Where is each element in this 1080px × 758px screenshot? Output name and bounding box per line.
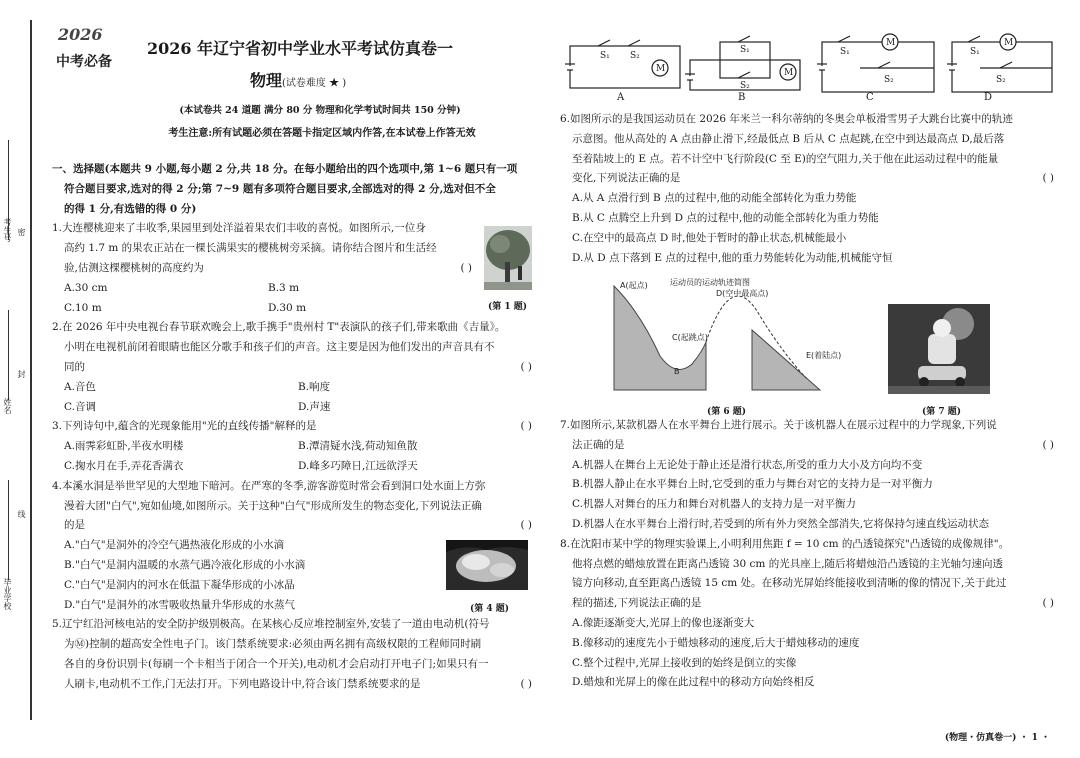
q8-text: 他将点燃的蜡烛放置在距离凸透镜 30 cm 的光具座上,随后将蜡烛沿凸透镜的主光轴匀速向透: [572, 557, 1004, 570]
q5-text: 各自的身份识别卡(每刷一个卡相当于闭合一个开关),电动机才会启动打开电子门;如果只有一: [64, 657, 489, 670]
svg-text:M: M: [1004, 38, 1014, 48]
q2-option-a[interactable]: A.音色: [64, 380, 96, 393]
seal-mark: 密: [17, 228, 26, 236]
q6-text: 示意图。他从高处的 A 点由静止滑下,经最低点 B 后从 C 点起跳,在空中到达最高点 D,最后落: [572, 132, 1005, 145]
q1-text: 1.大连樱桃迎来了丰收季,果园里到处洋溢着果农们丰收的喜悦。如图所示,一位身: [52, 222, 426, 235]
circuit-label-d: D: [984, 92, 993, 103]
circuit-a: [565, 40, 680, 88]
seal-mark: 线: [17, 510, 26, 518]
question-8: [560, 535, 1054, 693]
svg-text:S₂: S₂: [740, 81, 750, 91]
circuit-label-c: C: [866, 92, 874, 103]
q1-option-d[interactable]: D.30 m: [268, 301, 307, 314]
q6-option-c[interactable]: C.在空中的最高点 D 时,他处于暂时的静止状态,机械能最小: [572, 231, 847, 244]
cave-photo: [446, 540, 528, 590]
circuit-c: [817, 34, 934, 92]
q6-text: 至着陆坡上的 E 点。若不计空中飞行阶段(C 至 E)的空气阻力,关于他在此运动过程中的能量: [572, 152, 999, 165]
q2-text: 2.在 2026 年中央电视台春节联欢晚会上,歌手携手"贵州村 T"表演队的孩子们,带来歌曲《吉量》。: [52, 321, 506, 334]
q7-option-d[interactable]: D.机器人在水平舞台上滑行时,若受到的所有外力突然全部消失,它将保持匀速直线运动状态: [572, 517, 990, 530]
side-underline: [8, 480, 9, 580]
circuit-d: [947, 34, 1052, 92]
page-title: 2026 年辽宁省初中学业水平考试仿真卷一: [146, 39, 454, 58]
exam-info: (本试卷共 24 道题 满分 80 分 物理和化学考试时间共 150 分钟): [179, 105, 461, 116]
logo: [52, 22, 120, 74]
q3-text: 3.下列诗句中,蕴含的光现象能用"光的直线传播"解释的是 ( ): [52, 420, 532, 433]
point-d: D(空中最高点): [716, 289, 769, 298]
exam-notice: 考生注意:所有试题必须在答题卡指定区域内作答,在本试卷上作答无效: [168, 128, 476, 139]
svg-text:S₁: S₁: [840, 47, 850, 57]
logo-text: 中考必备: [56, 54, 112, 70]
question-6: [560, 110, 1054, 268]
circuit-label-b: B: [738, 92, 746, 103]
q3-option-c[interactable]: C.掬水月在手,弄花香满衣: [64, 459, 184, 472]
q3-option-b[interactable]: B.潭清疑水浅,荷动知鱼散: [298, 440, 418, 453]
point-c: C(起跳点): [672, 333, 708, 342]
q4-text: 的是 ( ): [64, 519, 532, 532]
exam-number-label: 考生号: [3, 218, 12, 242]
point-b: B: [674, 367, 680, 376]
q1-text: 验,估测这棵樱桃树的高度约为 ( ): [64, 261, 472, 274]
q5-text: 为Ⓜ)控制的超高安全性电子门。该门禁系统要求:必须由两名拥有高级权限的工程师同时刷: [64, 638, 482, 651]
q7-text: 7.如图所示,某款机器人在水平舞台上进行展示。关于该机器人在展示过程中的力学现象,下列说: [560, 419, 997, 431]
q6-option-b[interactable]: B.从 C 点腾空上升到 D 点的过程中,他的动能全部转化为重力势能: [572, 211, 879, 224]
svg-text:M: M: [784, 68, 794, 78]
q6-caption: (第 6 题): [707, 407, 747, 417]
q8-text: 镜方向移动,直至距离凸透镜 15 cm 处。在移动光屏始终能接收到清晰的像的情况下,关于此过: [572, 577, 1007, 590]
page-footer: (物理・仿真卷一) ・ 1 ・: [944, 733, 1050, 743]
question-2: [52, 318, 532, 417]
q3-option-d[interactable]: D.峰多巧障日,江远欲浮天: [298, 459, 418, 472]
q5-text: 5.辽宁红沿河核电站的安全防护级别极高。在某核心反应堆控制室外,安装了一道由电动机(符号: [52, 618, 490, 631]
q2-option-d[interactable]: D.声速: [298, 400, 331, 413]
q8-option-b[interactable]: B.像移动的速度先小于蜡烛移动的速度,后大于蜡烛移动的速度: [572, 636, 860, 649]
q1-caption: (第 1 题): [488, 302, 528, 312]
section-heading: 的得 1 分,有选错的得 0 分): [64, 202, 197, 215]
q7-option-c[interactable]: C.机器人对舞台的压力和舞台对机器人的支持力是一对平衡力: [572, 498, 856, 511]
q6-text: 6.如图所示的是我国运动员在 2026 年米兰一科尔蒂纳的冬奥会单板滑雪男子大跳台比赛中的轨迹: [560, 113, 1013, 125]
q8-option-a[interactable]: A.像距逐渐变大,光屏上的像也逐渐变大: [572, 616, 755, 629]
q4-option-a[interactable]: A."白气"是洞外的冷空气遇热液化形成的小水滴: [64, 539, 285, 552]
left-column: [52, 160, 532, 695]
q2-option-c[interactable]: C.音调: [64, 400, 96, 413]
question-3: [52, 417, 532, 476]
school-label: 毕业学校: [3, 578, 12, 610]
q1-option-c[interactable]: C.10 m: [64, 301, 102, 314]
point-a: A(起点): [620, 281, 648, 290]
q6-text: 变化,下列说法正确的是 ( ): [572, 172, 1054, 185]
svg-text:S₂: S₂: [996, 75, 1006, 85]
q3-option-a[interactable]: A.雨霁彩虹卧,半夜水明楼: [64, 440, 184, 453]
question-5: [52, 615, 532, 694]
svg-text:S₁: S₁: [600, 51, 610, 61]
robot-photo: [888, 304, 990, 394]
q5-text: 人刷卡,电动机不工作,门无法打开。下列电路设计中,符合该门禁系统要求的是 ( ): [64, 677, 532, 690]
q2-text: 同的 ( ): [64, 360, 532, 373]
q2-option-b[interactable]: B.响度: [298, 380, 331, 393]
difficulty: (试卷难度 ★ ): [282, 78, 347, 89]
svg-text:S₂: S₂: [630, 51, 640, 61]
svg-text:S₁: S₁: [740, 45, 750, 55]
subject-name: 物理: [250, 71, 283, 90]
q2-text: 小明在电视机前闭着眼睛也能区分歌手和孩子们的声音。这主要是因为他们发出的声音具有不: [64, 341, 495, 354]
q8-text: 程的描述,下列说法正确的是 ( ): [572, 597, 1054, 610]
q6-option-d[interactable]: D.从 D 点下落到 E 点的过程中,他的重力势能转化为动能,机械能守恒: [572, 251, 893, 264]
subject-line: [250, 68, 346, 91]
question-7: [560, 416, 1054, 535]
q8-option-c[interactable]: C.整个过程中,光屏上接收到的始终是倒立的实像: [572, 656, 797, 669]
side-underline: [8, 310, 9, 400]
q7-option-a[interactable]: A.机器人在舞台上无论处于静止还是滑行状态,所受的重力大小及方向均不变: [572, 458, 923, 471]
point-e: E(着陆点): [806, 351, 842, 360]
name-label: 姓名: [3, 398, 12, 414]
q1-option-b[interactable]: B.3 m: [268, 281, 300, 294]
svg-text:M: M: [656, 64, 666, 74]
section-heading: 一、选择题(本题共 9 小题,每小题 2 分,共 18 分。在每小题给出的四个选项中,第 1~6 题只有一项: [52, 163, 518, 175]
svg-text:S₂: S₂: [884, 75, 894, 85]
seal-mark: 封: [17, 370, 26, 378]
q4-option-b[interactable]: B."白气"是洞内温暖的水蒸气遇冷液化形成的小水滴: [64, 558, 306, 571]
diagram-title: 运动员的运动轨迹简图: [670, 278, 750, 287]
q7-caption: (第 7 题): [922, 407, 962, 417]
q1-text: 高约 1.7 m 的果农正站在一棵长满果实的樱桃树旁采摘。请你结合图片和生活经: [64, 242, 437, 255]
q4-option-d[interactable]: D."白气"是洞外的冰雪吸收热量升华形成的水蒸气: [64, 598, 296, 611]
q4-text: 漫着大团"白气",宛如仙境,如图所示。关于这种"白气"形成所发生的物态变化,下列说法正确: [64, 499, 482, 512]
cherry-tree-photo: [484, 226, 532, 290]
question-1: [52, 219, 472, 318]
q8-option-d[interactable]: D.蜡烛和光屏上的像在此过程中的移动方向始终相反: [572, 676, 815, 689]
trajectory-diagram: [610, 272, 860, 394]
section-heading: 符合题目要求,选对的得 2 分;第 7~9 题有多项符合题目要求,全部选对的得 2 分,选对但不全: [64, 182, 496, 195]
svg-text:S₁: S₁: [970, 47, 980, 57]
q4-caption: (第 4 题): [470, 604, 510, 614]
q7-option-b[interactable]: B.机器人静止在水平舞台上时,它受到的重力与舞台对它的支持力是一对平衡力: [572, 478, 933, 491]
q4-text: 4.本溪水洞是举世罕见的大型地下暗河。在严寒的冬季,游客游览时常会看到洞口处水面上方弥: [52, 479, 486, 492]
right-column-bottom: [560, 416, 1054, 693]
circuit-b: [685, 36, 800, 91]
q7-text: 法正确的是 ( ): [572, 438, 1054, 451]
q4-option-c[interactable]: C."白气"是洞内的河水在低温下凝华形成的小冰晶: [64, 578, 295, 591]
logo-year: 2026: [58, 25, 103, 44]
right-column-top: [560, 110, 1054, 268]
q8-text: 8.在沈阳市某中学的物理实验课上,小明利用焦距 f = 10 cm 的凸透镜探究"凸透镜的成像规律"。: [560, 537, 1010, 550]
svg-text:M: M: [886, 38, 896, 48]
q6-option-a[interactable]: A.从 A 点滑行到 B 点的过程中,他的动能全部转化为重力势能: [572, 192, 857, 205]
binding-line: [30, 20, 32, 720]
q1-option-a[interactable]: A.30 cm: [64, 281, 108, 294]
circuit-label-a: A: [617, 92, 625, 103]
